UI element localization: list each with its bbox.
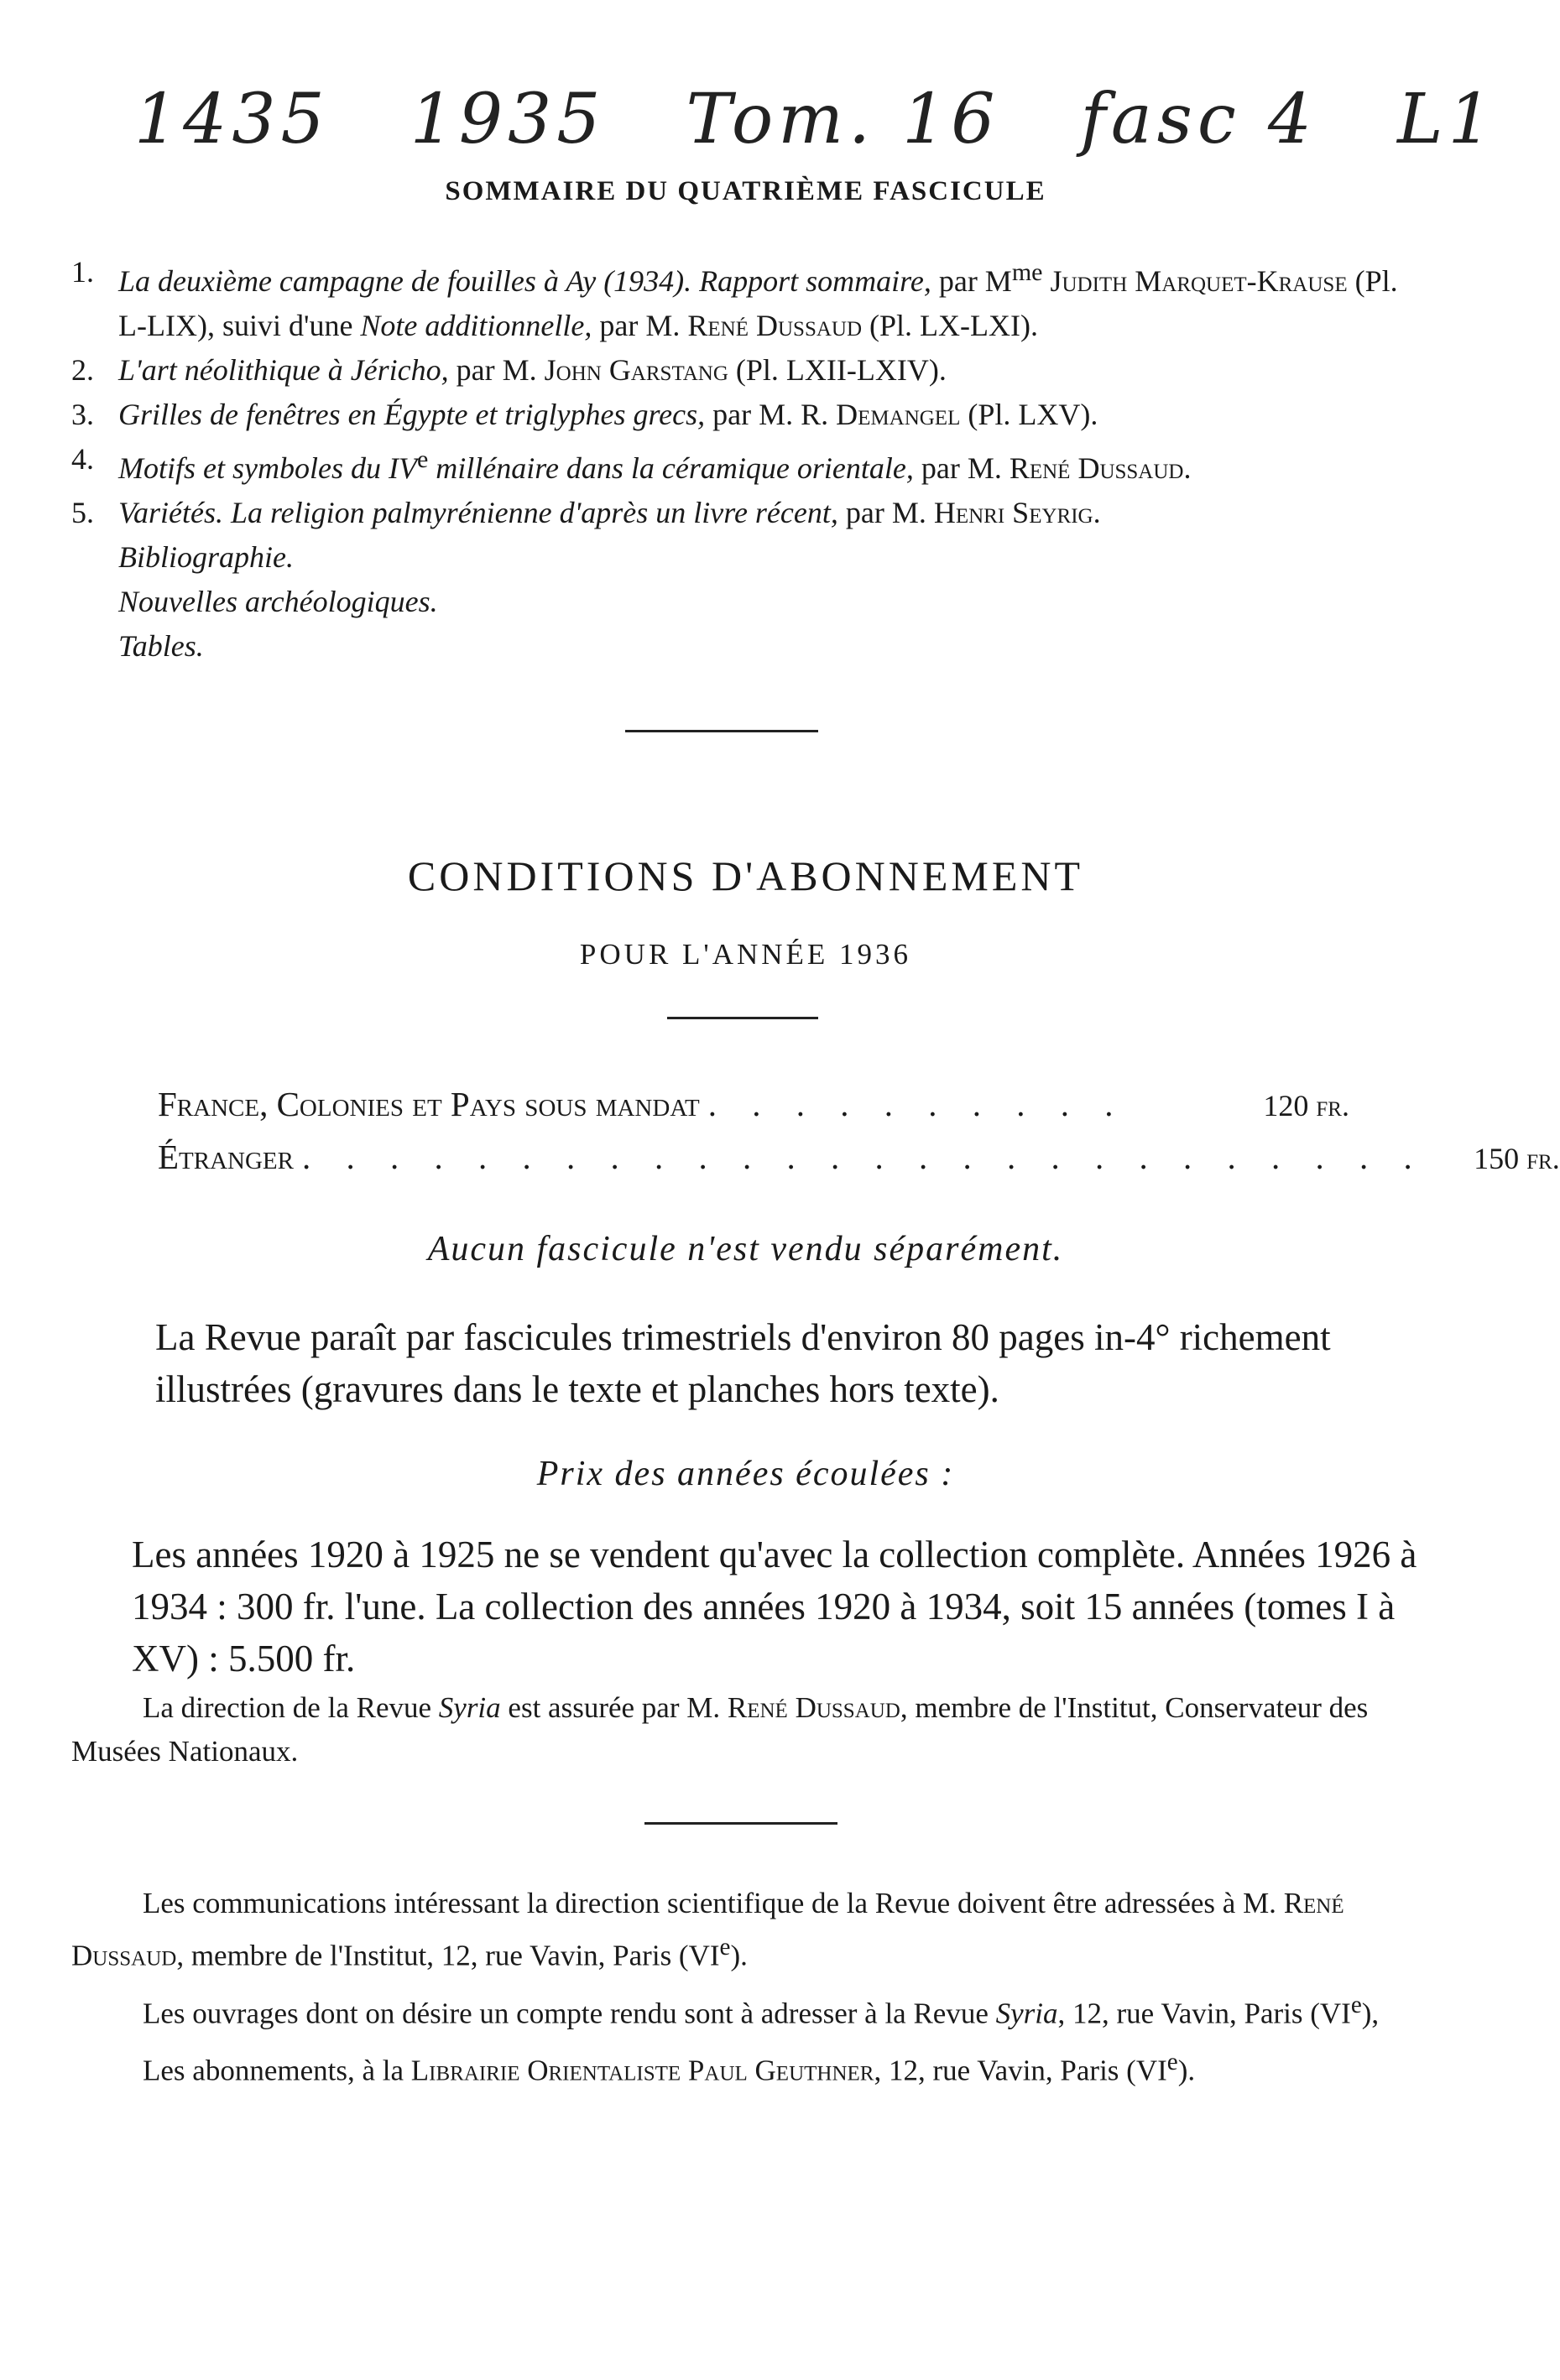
text: par M. R. — [705, 398, 837, 431]
toc-item-tables — [71, 624, 1431, 669]
article-title: L'art néolithique à Jéricho, — [118, 353, 449, 387]
text: ). — [1177, 2054, 1196, 2087]
price-row-france — [158, 1084, 1349, 1124]
paragraph-text: La Revue paraît par fascicules trimestriels d'environ 80 pages in-4° richement illustrées (gravures dans le texte et planches hors texte). — [155, 1316, 1331, 1410]
toc-text — [118, 348, 1431, 393]
article-title: Grilles de fenêtres en Égypte et triglyphes grecs, — [118, 398, 706, 431]
table-of-contents — [71, 250, 1431, 669]
text: Les abonnements, à la — [143, 2054, 411, 2087]
price-label: France, Colonies et Pays sous mandat — [158, 1085, 700, 1123]
footer-abonnements — [71, 2040, 1422, 2093]
footer-ouvrages — [71, 1983, 1422, 2036]
author-name: René Dussaud — [687, 309, 863, 342]
toc-text — [118, 393, 1431, 437]
toc-number: 4. — [71, 442, 94, 476]
footer-communications — [71, 1882, 1422, 1978]
text: par M. — [837, 496, 934, 529]
toc-item-3 — [71, 393, 1431, 437]
text: (Pl. L-LIX), suivi d'une — [118, 264, 1398, 342]
toc-text: Nouvelles archéologiques. — [118, 585, 438, 618]
text: par M. — [592, 309, 688, 342]
author-name: Henri Seyrig. — [933, 496, 1101, 529]
notice-not-sold-separately: Aucun fascicule n'est vendu séparément. — [427, 1230, 1064, 1268]
toc-text: Bibliographie. — [118, 540, 294, 574]
toc-item-4 — [71, 437, 1431, 491]
conditions-title: CONDITIONS D'ABONNEMENT — [407, 852, 1084, 899]
superscript: me — [1011, 258, 1043, 286]
toc-number: 1. — [71, 255, 94, 289]
divider — [625, 730, 818, 732]
toc-item-5 — [71, 491, 1431, 535]
director-name: René Dussaud — [71, 1887, 1344, 1972]
handwritten-fascicle: fasc 4 — [1080, 80, 1317, 159]
superscript: e — [1166, 2049, 1178, 2076]
text: , membre de l'Institut, Conservateur des Musées Nationaux. — [71, 1691, 1369, 1768]
price-leader-dots: . . . . . . . . . . — [707, 1085, 1127, 1123]
toc-text — [118, 250, 1431, 348]
divider — [667, 1017, 818, 1019]
superscript: e — [1350, 1991, 1362, 2018]
price-label: Étranger — [158, 1138, 294, 1176]
paragraph-text — [71, 1686, 1422, 1773]
toc-item-nouvelles — [71, 580, 1431, 624]
text: par M — [931, 264, 1012, 298]
superscript: e — [416, 445, 429, 473]
text: ), — [1361, 1997, 1380, 2030]
revue-paragraph — [71, 1311, 1422, 1415]
text: ). — [730, 1939, 748, 1972]
note-title: Note additionnelle, — [360, 309, 592, 342]
author-name: John Garstang — [544, 353, 728, 387]
toc-item-1 — [71, 250, 1431, 348]
toc-number: 3. — [71, 398, 94, 431]
article-title: La deuxième campagne de fouilles à Ay (1934). Rapport sommaire, — [118, 264, 931, 298]
toc-number: 2. — [71, 353, 94, 387]
handwritten-code: L1 — [1397, 80, 1497, 159]
annees-paragraph — [71, 1529, 1422, 1685]
text: La direction de la Revue — [143, 1691, 439, 1724]
text: Les communications intéressant la direction scientifique de la Revue doivent être adressées à M. — [143, 1887, 1284, 1919]
direction-paragraph — [71, 1686, 1422, 1773]
text: , 12, rue Vavin, Paris (VI — [874, 2054, 1167, 2087]
journal-name: Syria — [995, 1997, 1058, 2030]
handwritten-annotation — [134, 80, 1497, 172]
price-row-etranger — [158, 1137, 1560, 1177]
author-name: Demangel — [836, 398, 961, 431]
toc-number: 5. — [71, 496, 94, 529]
text: (Pl. LXV). — [960, 398, 1098, 431]
divider — [644, 1822, 837, 1825]
prix-title: Prix des années écoulées : — [536, 1455, 955, 1493]
handwritten-tome: Tom. 16 — [686, 80, 1000, 159]
handwritten-number: 1435 — [134, 80, 330, 159]
article-title: Variétés. La religion palmyrénienne d'après un livre récent, — [118, 496, 838, 529]
text: (Pl. LX-LXI). — [862, 309, 1038, 342]
director-name: René Dussaud — [727, 1691, 900, 1724]
handwritten-year: 1935 — [410, 80, 606, 159]
toc-item-2 — [71, 348, 1431, 393]
author-name: René Dussaud. — [1009, 451, 1192, 485]
publisher-name: Librairie Orientaliste Paul Geuthner — [410, 2054, 874, 2087]
text: par M. — [913, 451, 1010, 485]
author-name: Judith Marquet-Krause — [1042, 264, 1348, 298]
article-title: millénaire dans la céramique orientale, — [428, 451, 914, 485]
text: , membre de l'Institut, 12, rue Vavin, Paris (VI — [176, 1939, 720, 1972]
text: Les ouvrages dont on désire un compte rendu sont à adresser à la Revue — [143, 1997, 996, 2030]
superscript: e — [719, 1934, 731, 1961]
toc-text — [118, 437, 1431, 491]
paragraph-text: Les années 1920 à 1925 ne se vendent qu'avec la collection complète. Années 1926 à 1934 : 300 fr. l'une. La collection des années 1920 à 1934, soit 15 années (tomes I à XV) : 5.500 fr. — [132, 1534, 1417, 1680]
text: (Pl. LXII-LXIV). — [728, 353, 947, 387]
text: par M. — [448, 353, 545, 387]
journal-name: Syria — [438, 1691, 501, 1724]
footer-notes — [71, 1882, 1422, 2093]
text: , 12, rue Vavin, Paris (VI — [1057, 1997, 1351, 2030]
text: est assurée par M. — [500, 1691, 728, 1724]
toc-text — [118, 491, 1431, 535]
conditions-subtitle: POUR L'ANNÉE 1936 — [579, 938, 912, 971]
price-value: 150 fr. — [1474, 1142, 1560, 1175]
price-leader-dots: . . . . . . . . . . . . . . . . . . . . . . . . . . — [302, 1138, 1426, 1176]
price-value: 120 fr. — [1263, 1089, 1349, 1122]
toc-item-bibliographie — [71, 535, 1431, 580]
toc-text: Tables. — [118, 629, 204, 663]
article-title: Motifs et symboles du IV — [118, 451, 417, 485]
sommaire-title: SOMMAIRE DU QUATRIÈME FASCICULE — [445, 176, 1046, 206]
